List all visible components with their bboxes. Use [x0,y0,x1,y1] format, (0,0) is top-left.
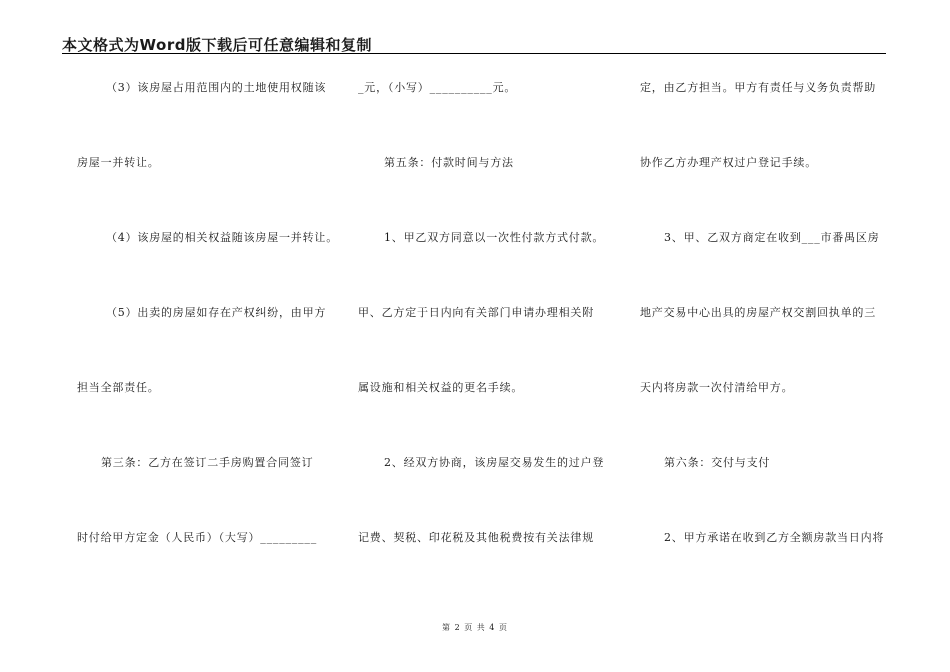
text-line: 3、甲、乙双方商定在收到___市番禺区房 [664,231,880,244]
text-line: 房屋一并转让。 [77,156,160,169]
text-line: 1、甲乙双方同意以一次性付款方式付款。 [384,231,605,244]
text-line: 2、经双方协商，该房屋交易发生的过户登 [384,456,605,469]
text-line: 属设施和相关权益的更名手续。 [358,381,524,394]
text-line: 定，由乙方担当。甲方有责任与义务负责帮助 [640,81,876,94]
text-line: 天内将房款一次付清给甲方。 [640,381,794,394]
text-line: 甲、乙方定于日内向有关部门申请办理相关附 [358,306,594,319]
text-line: 记费、契税、印花税及其他税费按有关法律规 [358,531,594,544]
document-header: 本文格式为Word版下载后可任意编辑和复制 [62,36,372,54]
text-line: 2、甲方承诺在收到乙方全额房款当日内将 [664,531,885,544]
text-line: 时付给甲方定金（人民币）（大写）_________ [77,531,317,544]
text-line: （5）出卖的房屋如存在产权纠纷，由甲方 [106,306,327,319]
text-line: 地产交易中心出具的房屋产权交割回执单的三 [640,306,876,319]
text-line: （4）该房屋的相关权益随该房屋一并转让。 [106,231,338,244]
text-line: 第六条：交付与支付 [664,456,771,469]
header-rule [62,53,886,54]
text-line: （3）该房屋占用范围内的土地使用权随该 [106,81,327,94]
text-line: 担当全部责任。 [77,381,160,394]
text-line: 第五条：付款时间与方法 [384,156,514,169]
page-number: 第 2 页 共 4 页 [442,623,508,632]
text-line: 第三条：乙方在签订二手房购置合同签订 [101,456,314,469]
text-line: 协作乙方办理产权过户登记手续。 [640,156,817,169]
text-line: _元，（小写）__________元。 [358,81,517,94]
